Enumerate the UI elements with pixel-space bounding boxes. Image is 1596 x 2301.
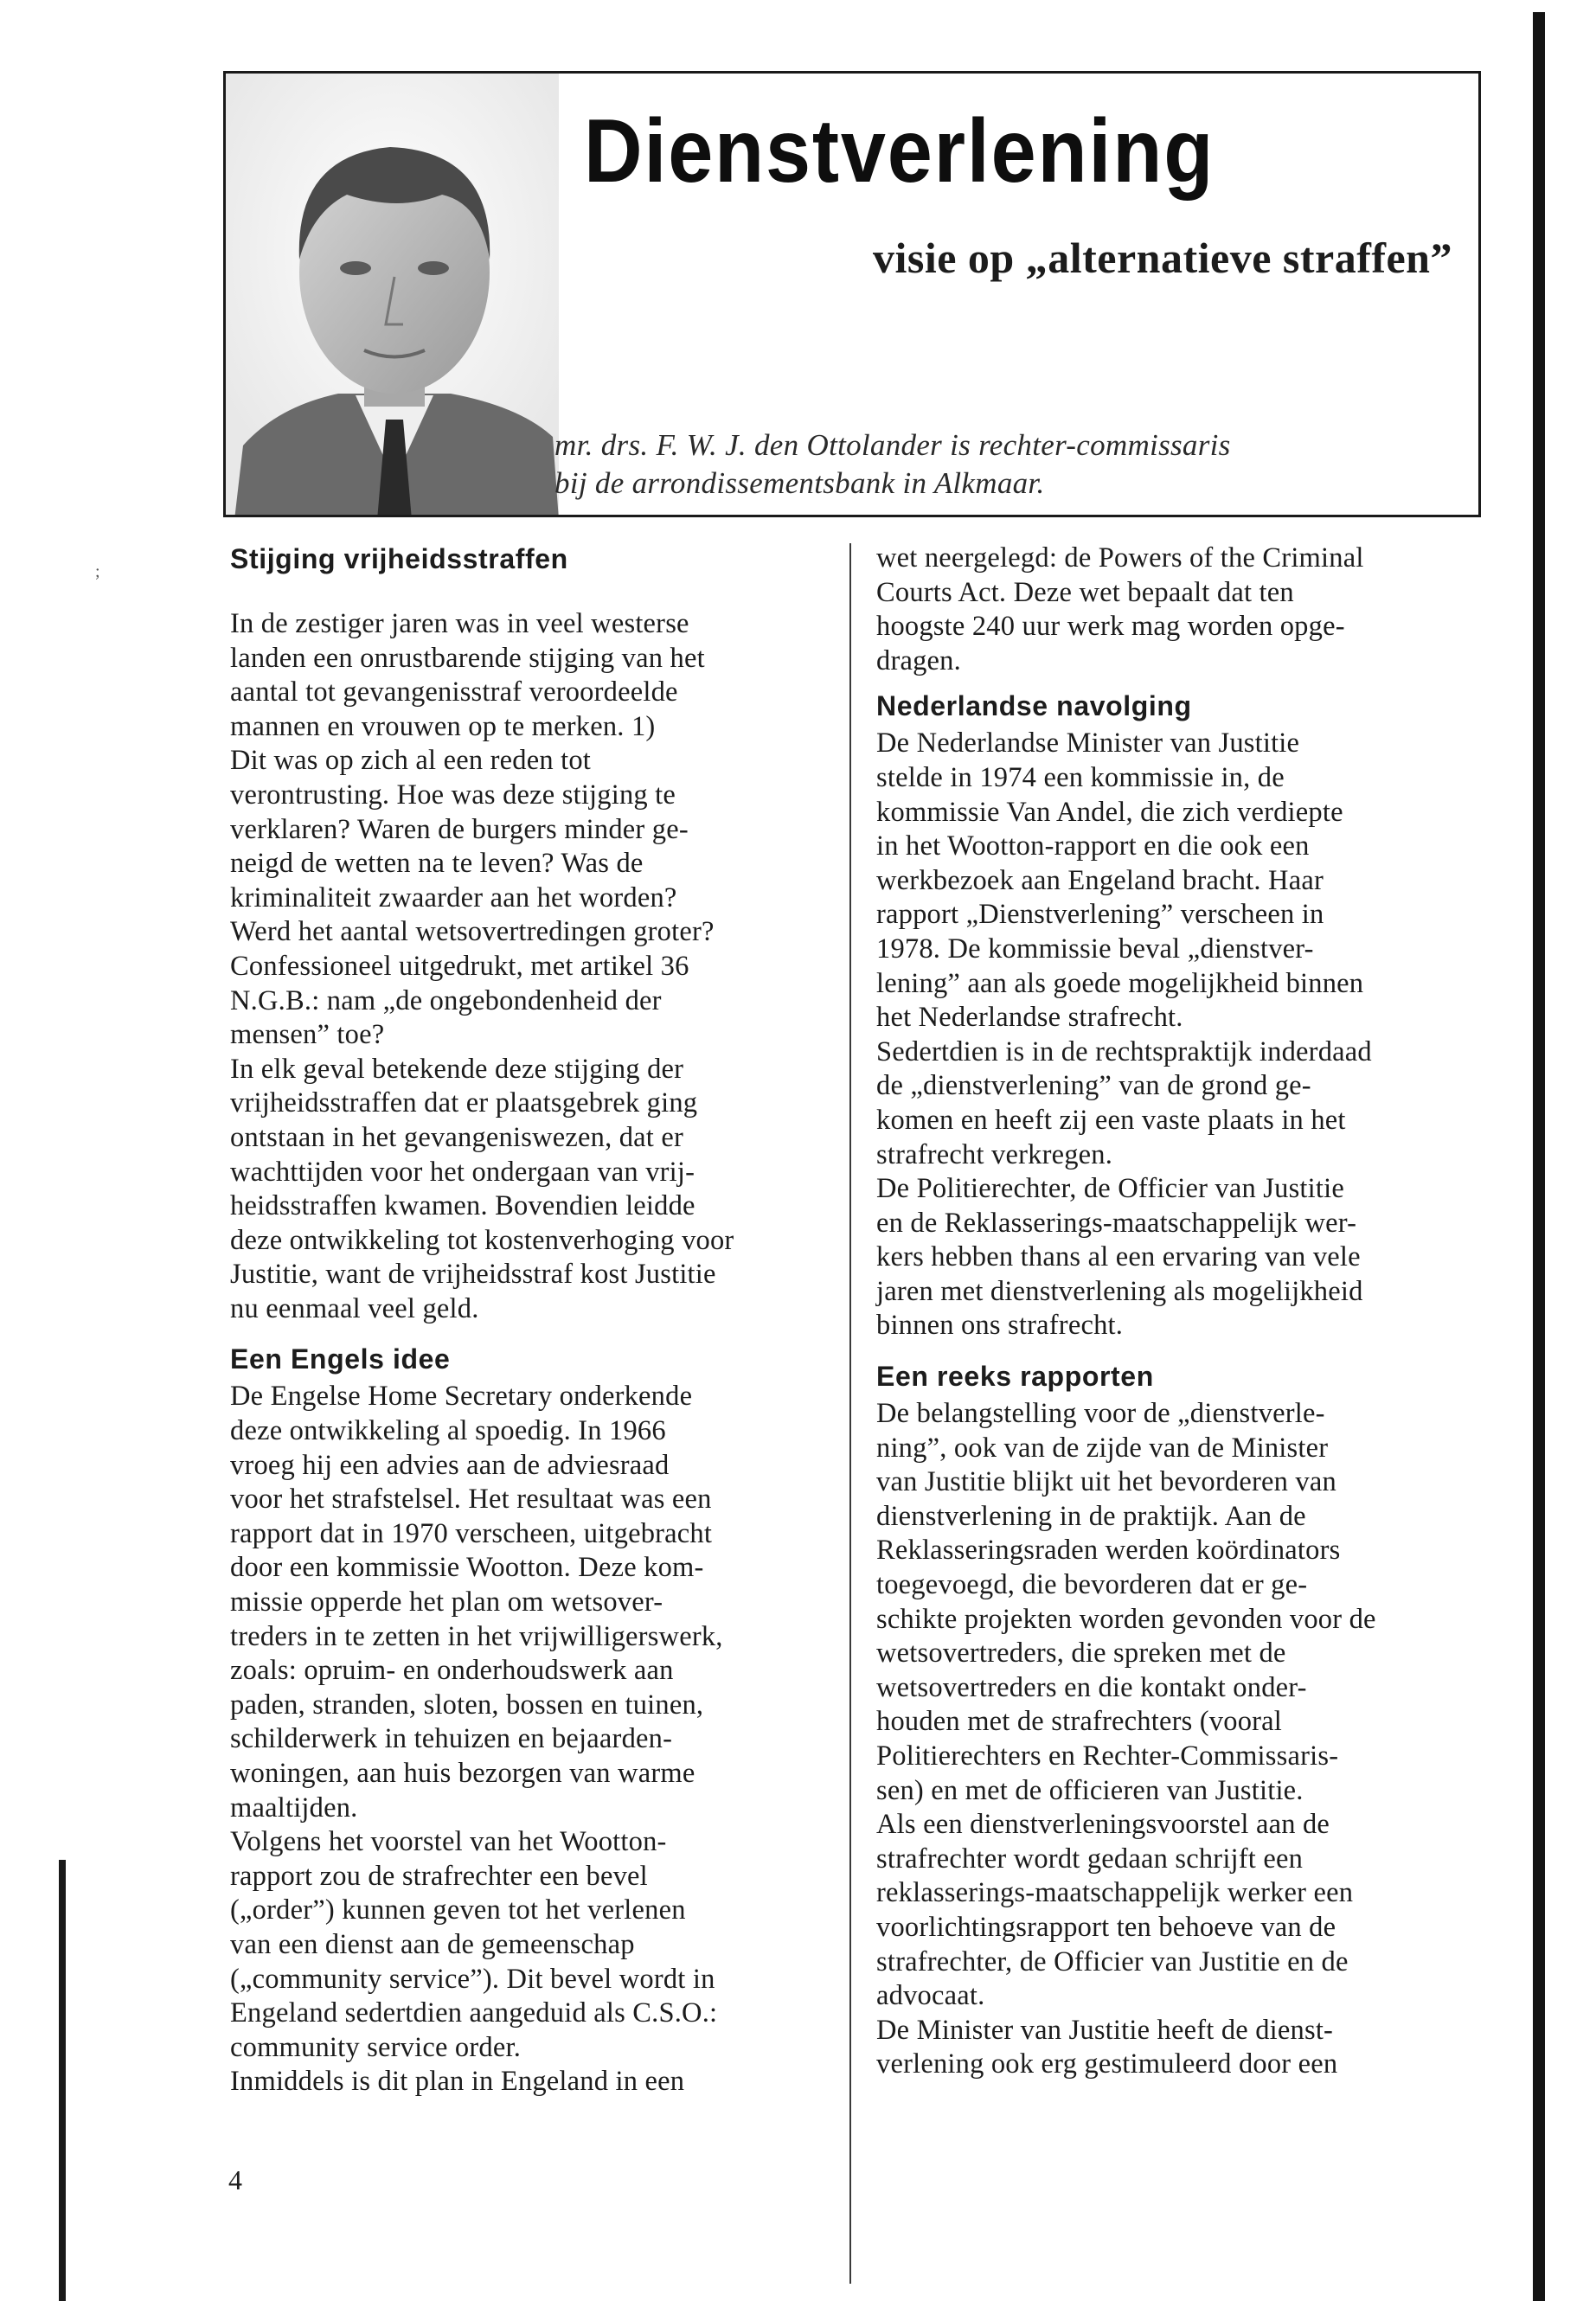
text-line: missie opperde het plan om wetsover- (230, 1586, 663, 1618)
text-line: vroeg hij een advies aan de adviesraad (230, 1449, 670, 1481)
text-line: voor het strafstelsel. Het resultaat was een (230, 1484, 712, 1516)
column-divider (849, 543, 851, 2284)
text-line: De Nederlandse Minister van Justitie (876, 727, 1300, 760)
text-line: Sedertdien is in de rechtspraktijk inderdaad (876, 1035, 1372, 1067)
text-line: wetsovertreders, die spreken met de (876, 1638, 1286, 1670)
text-line: In de zestiger jaren was in veel westerse (230, 608, 689, 639)
text-line: N.G.B.: nam „de ongebondenheid der (230, 984, 662, 1016)
article-header (223, 71, 1481, 517)
text-line: van Justitie blijkt uit het bevorderen van (876, 1466, 1336, 1498)
text-line: Politierechters en Rechter-Commissaris- (876, 1740, 1339, 1772)
text-line: lening” aan als goede mogelijkheid binnen (876, 967, 1364, 999)
text-line: De Politierechter, de Officier van Justitie (876, 1173, 1344, 1205)
text-line: het Nederlandse strafrecht. (876, 1002, 1183, 1034)
text-line: landen een onrustbarende stijging van het (230, 642, 705, 674)
text-line: ontstaan in het gevangeniswezen, dat er (230, 1121, 683, 1153)
text-line: vrijheidsstraffen dat er plaatsgebrek ging (230, 1087, 698, 1119)
text-line: neigd de wetten na te leven? Was de (230, 848, 644, 880)
left-column (230, 542, 827, 2099)
text-line: kers hebben thans al een ervaring van vele (876, 1241, 1361, 1273)
text-line: treders in te zetten in het vrijwilligerswerk, (230, 1620, 723, 1652)
text-line: Dit was op zich al een reden tot (230, 745, 592, 777)
text-line: strafrechter wordt gedaan schrijft een (876, 1843, 1304, 1875)
text-line: verontrusting. Hoe was deze stijging te (230, 779, 676, 811)
text-line: De belangstelling voor de „dienstverle- (876, 1398, 1325, 1430)
text-line: De Minister van Justitie heeft de dienst- (876, 2014, 1334, 2046)
scan-edge-bar (1533, 12, 1545, 2301)
stray-mark: ; (95, 562, 100, 581)
heading-engels-idee: Een Engels idee (230, 1343, 451, 1375)
paragraph (230, 1380, 827, 2099)
text-line: Engeland sedertdien aangeduid als C.S.O.: (230, 1997, 718, 2029)
text-line: Als een dienstverleningsvoorstel aan de (876, 1809, 1330, 1841)
text-line: woningen, aan huis bezorgen van warme (230, 1758, 695, 1789)
text-line: voorlichtingsrapport ten behoeve van de (876, 1911, 1336, 1943)
text-line: verlening ook erg gestimuleerd door een (876, 2048, 1338, 2080)
text-line: community service order. (230, 2031, 522, 2063)
text-line: wet neergelegd: de Powers of the Criminal (876, 542, 1364, 574)
text-line: schikte projekten worden gevonden voor de (876, 1603, 1376, 1635)
text-line: strafrechter, de Officier van Justitie en de (876, 1945, 1349, 1977)
text-line: van een dienst aan de gemeenschap (230, 1928, 635, 1960)
heading-nederlandse-navolging: Nederlandse navolging (876, 690, 1192, 722)
text-line: dragen. (876, 644, 961, 676)
text-line: door een kommissie Wootton. Deze kom- (230, 1552, 704, 1584)
right-column (876, 542, 1473, 2082)
author-portrait (226, 74, 559, 517)
text-line: Inmiddels is dit plan in Engeland in een (230, 2066, 685, 2098)
text-line: komen en heeft zij een vaste plaats in het (876, 1104, 1346, 1136)
text-line: verklaren? Waren de burgers minder ge- (230, 813, 689, 845)
heading-stijging: Stijging vrijheidsstraffen (230, 543, 568, 574)
text-line: nu eenmaal veel geld. (230, 1292, 479, 1324)
text-line: binnen ons strafrecht. (876, 1310, 1124, 1342)
author-caption (554, 426, 1231, 503)
text-line: Werd het aantal wetsovertredingen groter? (230, 916, 715, 948)
text-line: werkbezoek aan Engeland bracht. Haar (876, 864, 1324, 896)
text-line: in het Wootton-rapport en die ook een (876, 830, 1310, 862)
text-line: houden met de strafrechters (vooral (876, 1706, 1283, 1738)
text-line: („community service”). Dit bevel wordt in (230, 1963, 715, 1995)
caption-line: mr. drs. F. W. J. den Ottolander is rechter-commissaris (554, 428, 1231, 462)
text-line: wetsovertreders en die kontakt onder- (876, 1671, 1307, 1703)
text-line: heidsstraffen kwamen. Bovendien leidde (230, 1190, 695, 1222)
text-line: toegevoegd, die bevorderen dat er ge- (876, 1569, 1308, 1601)
heading-reeks-rapporten: Een reeks rapporten (876, 1361, 1154, 1393)
text-line: mannen en vrouwen op te merken. 1) (230, 710, 656, 742)
text-line: aantal tot gevangenisstraf veroordeelde (230, 676, 678, 708)
text-line: rapport dat in 1970 verscheen, uitgebracht (230, 1517, 713, 1549)
text-line: dienstverlening in de praktijk. Aan de (876, 1500, 1306, 1532)
text-line: sen) en met de officieren van Justitie. (876, 1774, 1304, 1806)
text-line: jaren met dienstverlening als mogelijkheid (876, 1275, 1363, 1307)
text-line: In elk geval betekende deze stijging der (230, 1053, 684, 1085)
caption-line: bij de arrondissementsbank in Alkmaar. (554, 466, 1045, 500)
text-line: kriminaliteit zwaarder aan het worden? (230, 881, 677, 913)
text-line: mensen” toe? (230, 1019, 385, 1051)
text-line: deze ontwikkeling tot kostenverhoging voor (230, 1224, 734, 1256)
text-line: zoals: opruim- en onderhoudswerk aan (230, 1655, 674, 1687)
text-line: reklasserings-maatschappelijk werker een (876, 1877, 1354, 1909)
text-line: deze ontwikkeling al spoedig. In 1966 (230, 1415, 666, 1447)
text-line: hoogste 240 uur werk mag worden opge- (876, 611, 1345, 643)
text-line: wachttijden voor het ondergaan van vrij- (230, 1156, 695, 1188)
article-subtitle: visie op „alternatieve straffen” (872, 234, 1452, 282)
text-line: schilderwerk in tehuizen en bejaarden- (230, 1723, 673, 1755)
text-line: Justitie, want de vrijheidsstraf kost Justitie (230, 1259, 716, 1291)
paragraph (876, 1397, 1473, 2082)
text-line: strafrecht verkregen. (876, 1138, 1113, 1170)
text-line: kommissie Van Andel, die zich verdiepte (876, 796, 1343, 828)
text-line: de „dienstverlening” van de grond ge- (876, 1070, 1311, 1102)
text-line: maaltijden. (230, 1791, 358, 1823)
text-line: ning”, ook van de zijde van de Minister (876, 1432, 1329, 1464)
text-line: 1978. De kommissie beval „dienstver- (876, 933, 1314, 965)
scan-edge-mark (59, 1860, 66, 2301)
text-line: Confessioneel uitgedrukt, met artikel 36 (230, 950, 689, 982)
paragraph (876, 727, 1473, 1343)
paragraph (876, 542, 1473, 678)
text-line: Volgens het voorstel van het Wootton- (230, 1826, 667, 1858)
text-line: advocaat. (876, 1980, 985, 2012)
text-line: Courts Act. Deze wet bepaalt dat ten (876, 576, 1294, 608)
text-line: rapport zou de strafrechter een bevel (230, 1860, 648, 1892)
text-line: („order”) kunnen geven tot het verlenen (230, 1894, 686, 1926)
text-line: Reklasseringsraden werden koördinators (876, 1535, 1341, 1567)
text-line: rapport „Dienstverlening” verscheen in (876, 899, 1324, 931)
text-line: paden, stranden, sloten, bossen en tuinen, (230, 1689, 704, 1721)
text-line: en de Reklasserings-maatschappelijk wer- (876, 1207, 1357, 1239)
page-number: 4 (228, 2164, 242, 2195)
masthead-title: Dienstverlening (584, 101, 1215, 202)
text-line: De Engelse Home Secretary onderkende (230, 1381, 693, 1413)
paragraph (230, 607, 827, 1326)
text-line: stelde in 1974 een kommissie in, de (876, 761, 1285, 793)
